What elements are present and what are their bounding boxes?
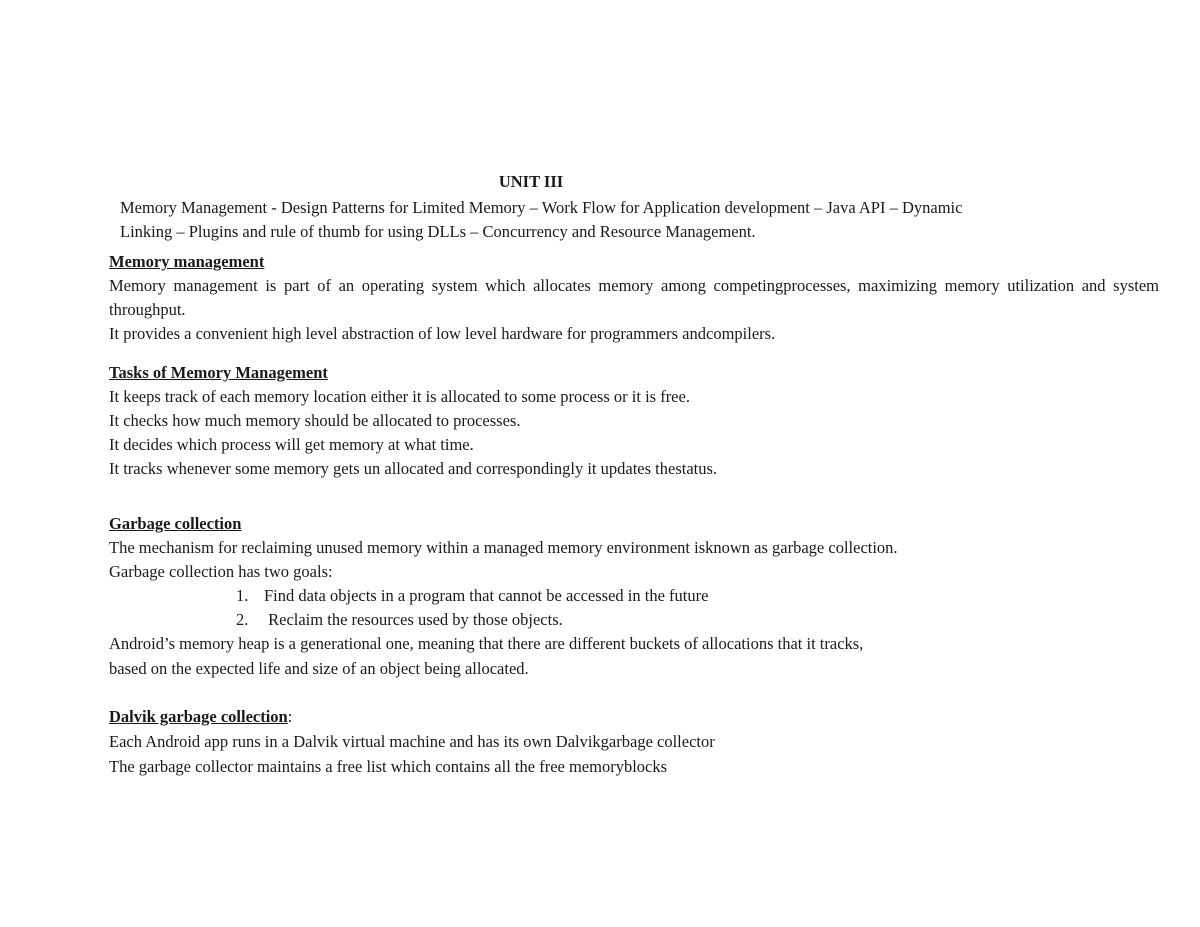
- syllabus-topics: [120, 196, 1120, 244]
- memory-management-heading: Memory management: [109, 252, 265, 271]
- goal-text: Find data objects in a program that cannot be accessed in the future: [264, 586, 709, 605]
- goal-list-item: [236, 608, 563, 632]
- tasks-heading: Tasks of Memory Management: [109, 363, 328, 382]
- android-heap-paragraph-line-2: based on the expected life and size of an object being allocated.: [109, 659, 529, 678]
- dalvik-heading-colon: :: [287, 707, 293, 726]
- memory-management-paragraph: Memory management is part of an operating system which allocates memory among competingprocesses, maximizing memory utilization and system throughput.: [109, 276, 1159, 319]
- goal-number: 2.: [236, 610, 249, 629]
- android-heap-paragraph-line-1: Android’s memory heap is a generational one, meaning that there are different buckets of allocations that it tracks,: [109, 634, 864, 653]
- syllabus-line-2: Linking – Plugins and rule of thumb for using DLLs – Concurrency and Resource Management.: [120, 222, 756, 241]
- goal-number: 1.: [236, 586, 249, 605]
- unit-title: UNIT III: [498, 172, 564, 191]
- task-item: It checks how much memory should be allocated to processes.: [109, 411, 521, 430]
- goal-text: Reclaim the resources used by those objects.: [264, 610, 563, 629]
- garbage-collection-goals-intro: Garbage collection has two goals:: [109, 562, 333, 581]
- garbage-collection-heading: Garbage collection: [109, 514, 242, 533]
- dalvik-heading-line: [109, 705, 292, 729]
- task-item: It keeps track of each memory location either it is allocated to some process or it is free.: [109, 387, 690, 406]
- syllabus-line-1: Memory Management - Design Patterns for Limited Memory – Work Flow for Application development – Java API – Dynamic: [120, 198, 963, 217]
- garbage-collection-definition: The mechanism for reclaiming unused memory within a managed memory environment isknown as garbage collection.: [109, 538, 898, 557]
- memory-management-abstraction-paragraph: It provides a convenient high level abstraction of low level hardware for programmers andcompilers.: [109, 324, 776, 343]
- goal-list-item: [236, 584, 708, 608]
- dalvik-heading: Dalvik garbage collection: [109, 707, 288, 726]
- dalvik-free-list-line: The garbage collector maintains a free list which contains all the free memoryblocks: [109, 757, 668, 776]
- task-item: It decides which process will get memory at what time.: [109, 435, 474, 454]
- dalvik-vm-line: Each Android app runs in a Dalvik virtual machine and has its own Dalvikgarbage collector: [109, 732, 715, 751]
- task-item: It tracks whenever some memory gets un allocated and correspondingly it updates thestatus.: [109, 459, 718, 478]
